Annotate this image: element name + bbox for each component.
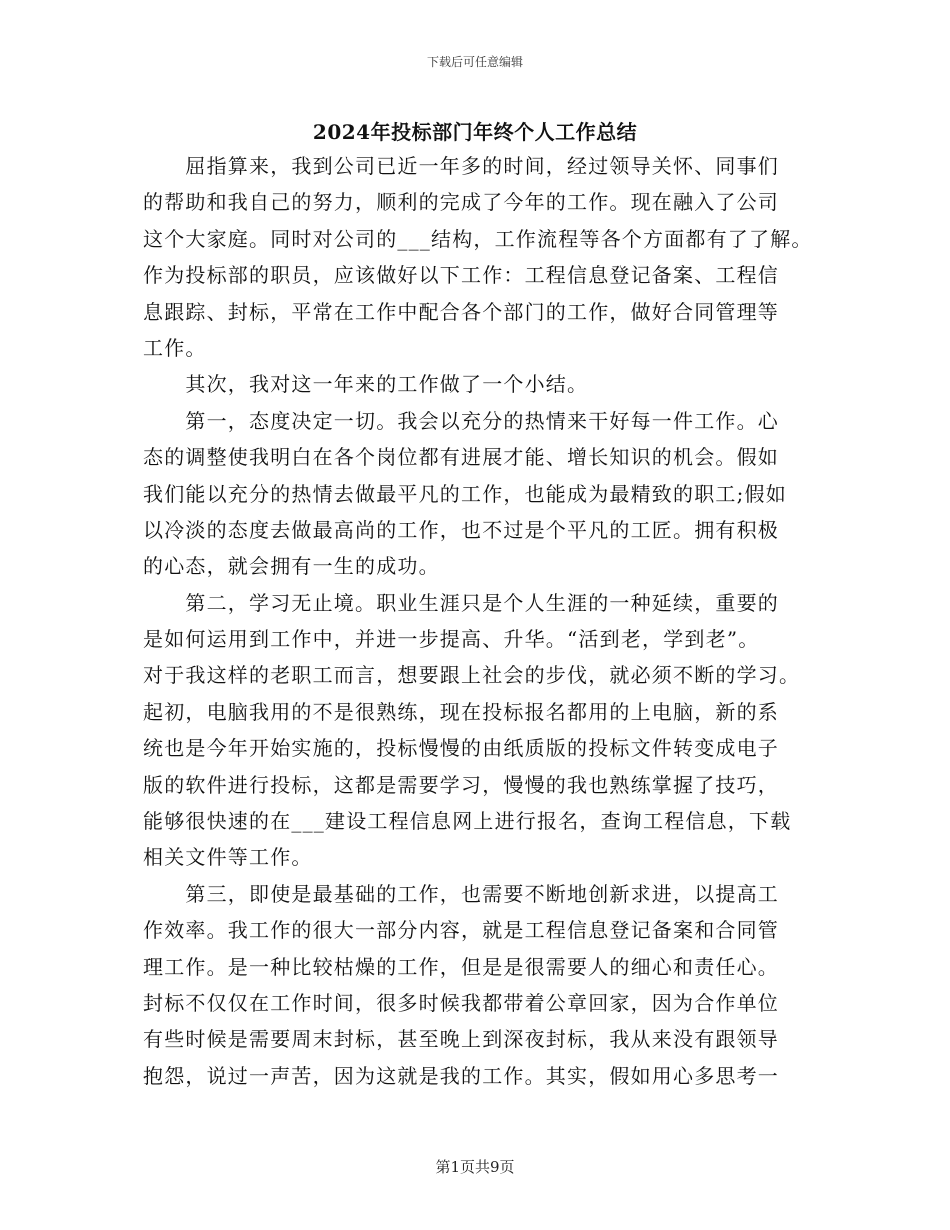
body-line: 工作。 xyxy=(143,335,207,360)
body-line: 态的调整使我明白在各个岗位都有进展才能、增长知识的机会。假如 xyxy=(143,445,779,470)
body-line: 理工作。是一种比较枯燥的工作，但是是很需要人的细心和责任心。 xyxy=(143,954,779,979)
body-line: 其次，我对这一年来的工作做了一个小结。 xyxy=(143,372,589,397)
body-line: 的帮助和我自己的努力，顺利的完成了今年的工作。现在融入了公司 xyxy=(143,190,779,215)
document-body xyxy=(143,148,823,1094)
body-line: 相关文件等工作。 xyxy=(143,845,313,870)
body-line: 抱怨，说过一声苦，因为这就是我的工作。其实，假如用心多思考一 xyxy=(143,1063,779,1088)
body-line: 版的软件进行投标，这都是需要学习，慢慢的我也熟练掌握了技巧， xyxy=(143,772,779,797)
body-line: 第三，即使是最基础的工作，也需要不断地创新求进，以提高工 xyxy=(143,881,779,906)
body-line: 以冷淡的态度去做最高尚的工作，也不过是个平凡的工匠。拥有积极 xyxy=(143,517,779,542)
body-line: 能够很快速的在___建设工程信息网上进行报名，查询工程信息，下载 xyxy=(143,809,792,834)
body-line: 屈指算来，我到公司已近一年多的时间，经过领导关怀、同事们 xyxy=(143,154,779,178)
body-line: 对于我这样的老职工而言，想要跟上社会的步伐，就必须不断的学习。 xyxy=(143,663,801,688)
body-line: 作为投标部的职员，应该做好以下工作：工程信息登记备案、工程信 xyxy=(143,263,779,288)
page-footer-number: 第1页共9页 xyxy=(435,1158,515,1176)
body-line: 息跟踪、封标，平常在工作中配合各个部门的工作，做好合同管理等 xyxy=(143,299,779,324)
body-line: 这个大家庭。同时对公司的___结构，工作流程等各个方面都有了了解。 xyxy=(143,226,813,251)
body-line: 封标不仅仅在工作时间，很多时候我都带着公章回家，因为合作单位 xyxy=(143,990,779,1015)
body-line: 起初，电脑我用的不是很熟练，现在投标报名都用的上电脑，新的系 xyxy=(143,699,779,724)
body-line: 作效率。我工作的很大一部分内容，就是工程信息登记备案和合同管 xyxy=(143,918,779,943)
body-line: 第二，学习无止境。职业生涯只是个人生涯的一种延续，重要的 xyxy=(143,590,779,615)
page-header-note: 下载后可任意编辑 xyxy=(426,55,523,69)
body-line: 统也是今年开始实施的，投标慢慢的由纸质版的投标文件转变成电子 xyxy=(143,736,779,761)
body-line: 是如何运用到工作中，并进一步提高、升华。“活到老，学到老”。 xyxy=(143,627,760,652)
body-line: 第一，态度决定一切。我会以充分的热情来干好每一件工作。心 xyxy=(143,408,779,433)
document-title: 2024年投标部门年终个人工作总结 xyxy=(312,120,638,144)
body-line: 我们能以充分的热情去做最平凡的工作，也能成为最精致的职工;假如 xyxy=(143,481,787,506)
body-line: 有些时候是需要周末封标，甚至晚上到深夜封标，我从来没有跟领导 xyxy=(143,1027,779,1052)
body-line: 的心态，就会拥有一生的成功。 xyxy=(143,554,440,579)
